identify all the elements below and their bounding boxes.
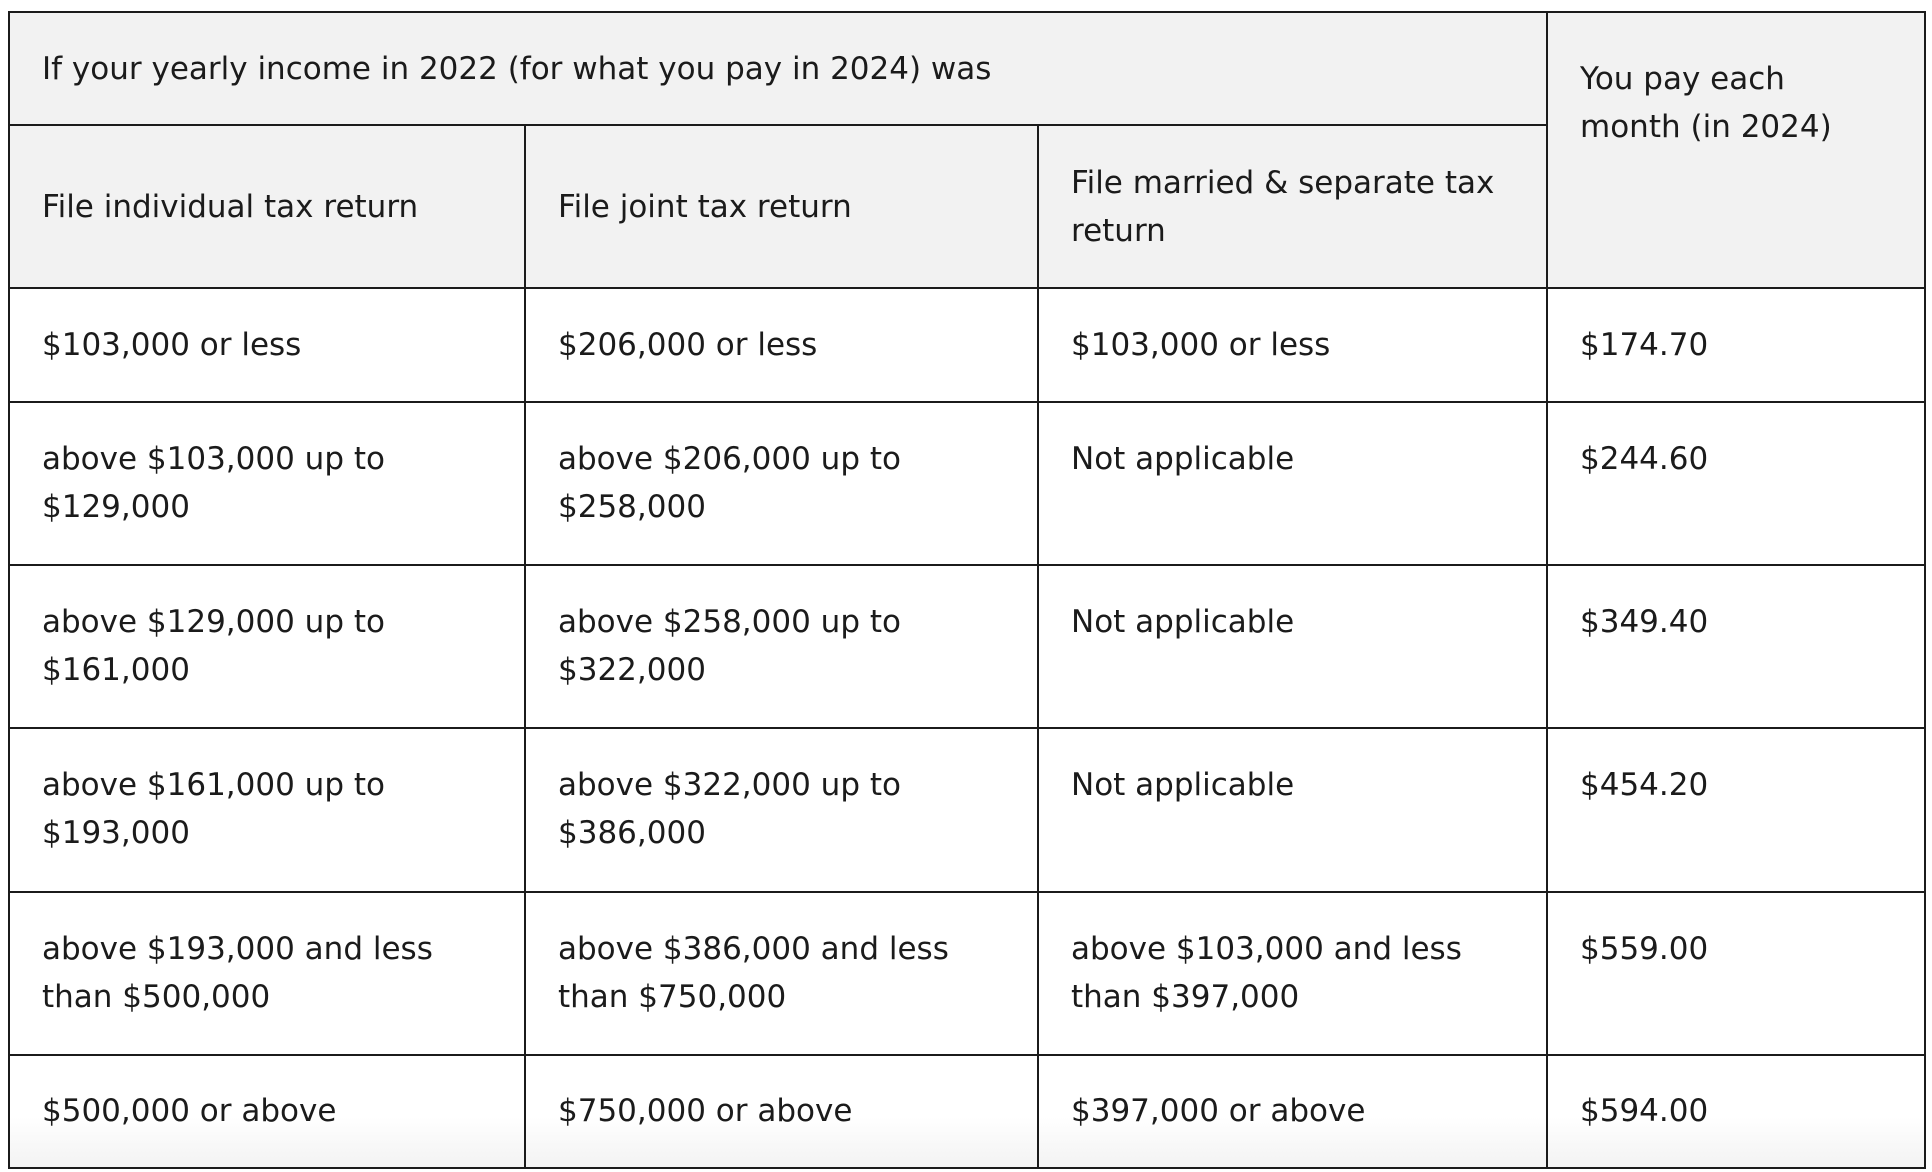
joint-income-cell: above $386,000 and less than $750,000 <box>525 892 1038 1055</box>
individual-return-header: File individual tax return <box>9 125 525 288</box>
separate-income-cell: Not applicable <box>1038 565 1547 728</box>
table-row <box>9 402 1925 565</box>
table-row <box>9 1055 1925 1168</box>
monthly-payment-cell: $559.00 <box>1547 892 1925 1055</box>
premium-table-container <box>8 11 1924 1169</box>
monthly-payment-cell: $244.60 <box>1547 402 1925 565</box>
separate-income-cell: $103,000 or less <box>1038 288 1547 402</box>
monthly-payment-cell: $349.40 <box>1547 565 1925 728</box>
individual-income-cell: above $129,000 up to $161,000 <box>9 565 525 728</box>
table-row <box>9 288 1925 402</box>
income-premium-table <box>8 11 1926 1169</box>
monthly-payment-header: You pay each month (in 2024) <box>1547 12 1925 288</box>
table-header <box>9 12 1925 288</box>
header-row-top <box>9 12 1925 125</box>
joint-income-cell: $206,000 or less <box>525 288 1038 402</box>
individual-income-cell: above $103,000 up to $129,000 <box>9 402 525 565</box>
individual-income-cell: above $193,000 and less than $500,000 <box>9 892 525 1055</box>
table-row <box>9 892 1925 1055</box>
separate-income-cell: Not applicable <box>1038 402 1547 565</box>
table-body <box>9 288 1925 1168</box>
joint-income-cell: $750,000 or above <box>525 1055 1038 1168</box>
joint-income-cell: above $206,000 up to $258,000 <box>525 402 1038 565</box>
married-separate-return-header: File married & separate tax return <box>1038 125 1547 288</box>
individual-income-cell: above $161,000 up to $193,000 <box>9 728 525 891</box>
yearly-income-header: If your yearly income in 2022 (for what you pay in 2024) was <box>9 12 1547 125</box>
monthly-payment-cell: $454.20 <box>1547 728 1925 891</box>
separate-income-cell: Not applicable <box>1038 728 1547 891</box>
table-row <box>9 565 1925 728</box>
separate-income-cell: above $103,000 and less than $397,000 <box>1038 892 1547 1055</box>
joint-income-cell: above $322,000 up to $386,000 <box>525 728 1038 891</box>
individual-income-cell: $500,000 or above <box>9 1055 525 1168</box>
monthly-payment-cell: $174.70 <box>1547 288 1925 402</box>
joint-income-cell: above $258,000 up to $322,000 <box>525 565 1038 728</box>
joint-return-header: File joint tax return <box>525 125 1038 288</box>
separate-income-cell: $397,000 or above <box>1038 1055 1547 1168</box>
table-row <box>9 728 1925 891</box>
individual-income-cell: $103,000 or less <box>9 288 525 402</box>
monthly-payment-cell: $594.00 <box>1547 1055 1925 1168</box>
